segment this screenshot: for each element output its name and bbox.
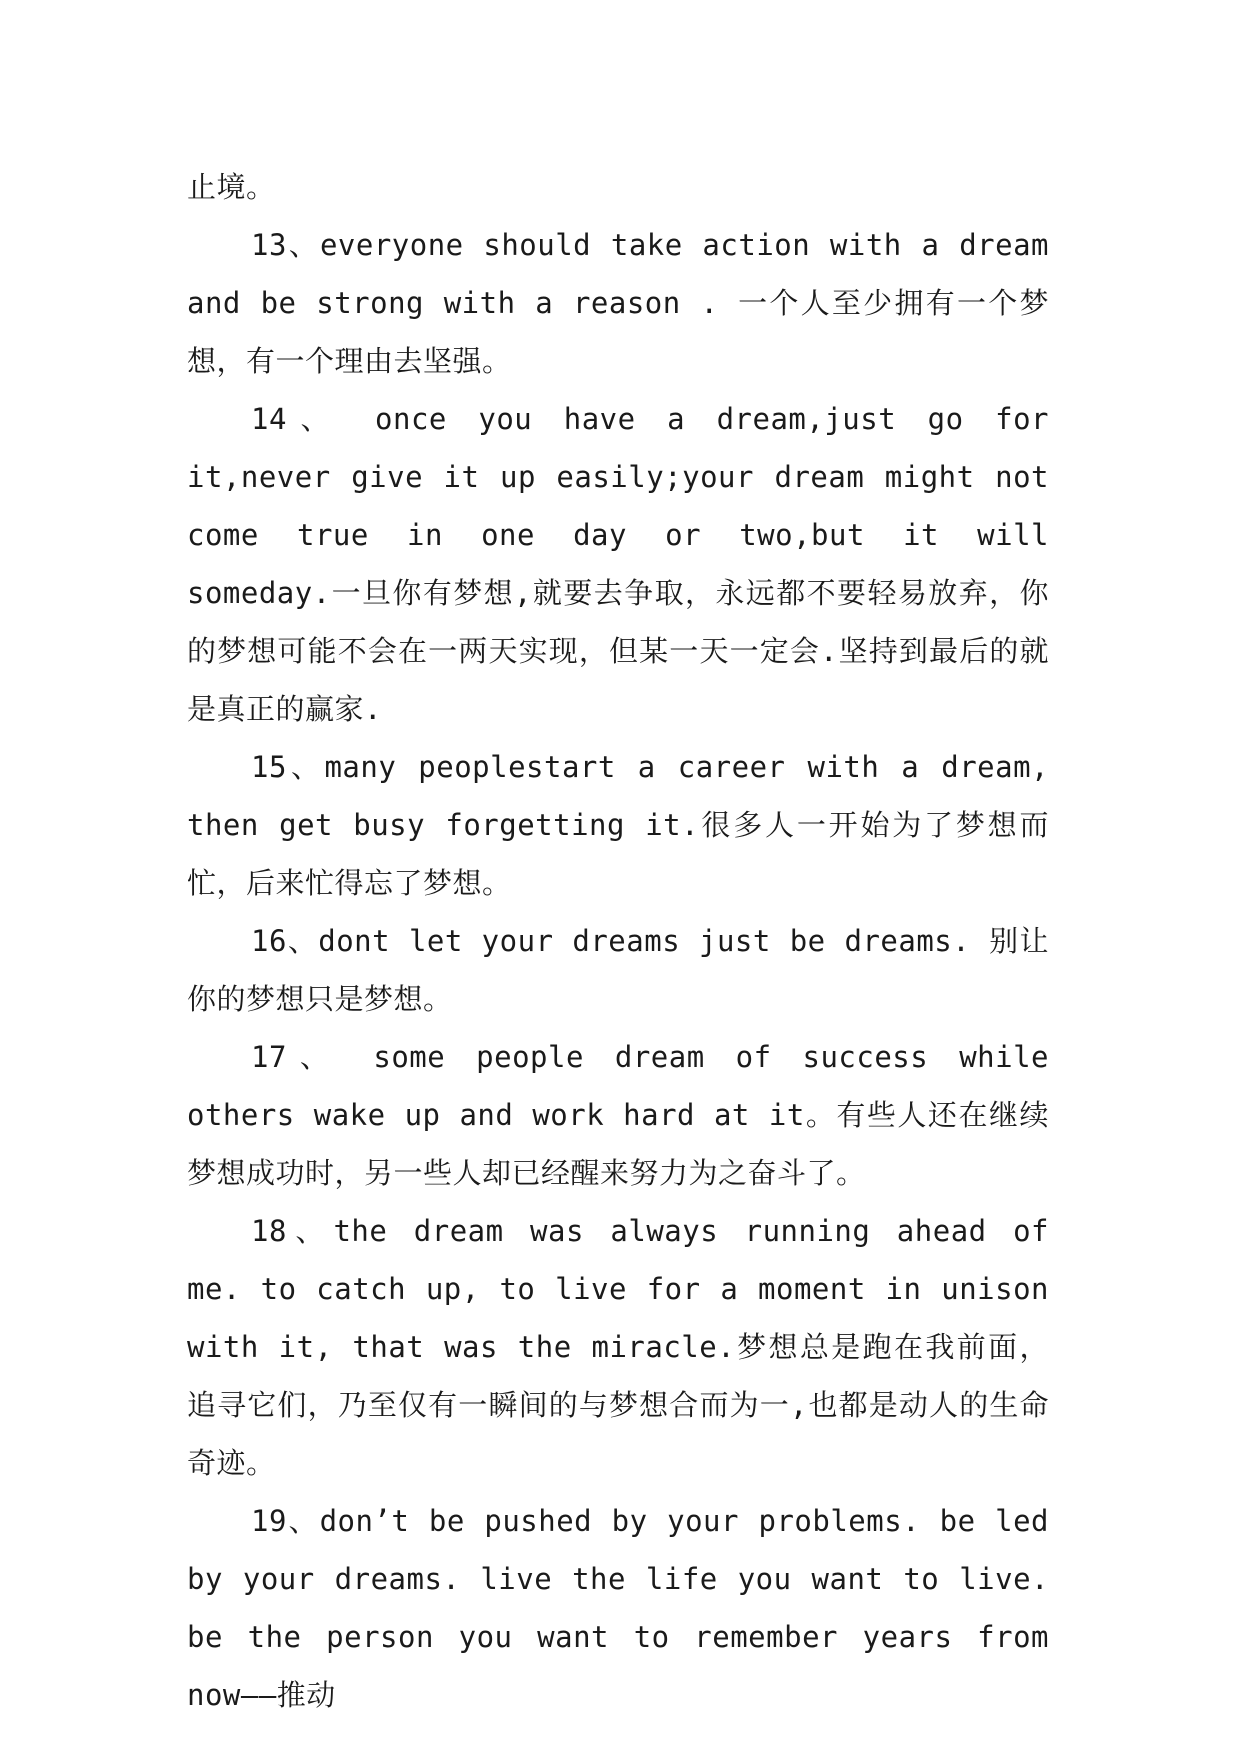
paragraph-15: 15、many peoplestart a career with a dream, then get busy forgetting it.很多人一开始为了梦想而忙，后来忙得忘了梦想。 <box>187 750 1049 900</box>
document-body <box>187 158 1049 1724</box>
paragraph-19: 19、don’t be pushed by your problems. be led by your dreams. live the life you want to live. be the person you want to remember years from now——推动 <box>187 1504 1049 1712</box>
paragraph-14: 14、 once you have a dream,just go for it,never give it up easily;your dream might not come true in one day or two,but it will someday.一旦你有梦想,就要去争取，永远都不要轻易放弃，你的梦想可能不会在一两天实现，但某一天一定会.坚持到最后的就是真正的赢家. <box>187 402 1049 726</box>
paragraph-17: 17、 some people dream of success while others wake up and work hard at it。有些人还在继续梦想成功时，另一些人却已经醒来努力为之奋斗了。 <box>187 1040 1049 1190</box>
paragraph-16: 16、dont let your dreams just be dreams. 别让你的梦想只是梦想。 <box>187 924 1049 1016</box>
paragraph-continuation: 止境。 <box>187 170 276 204</box>
paragraph-18: 18、the dream was always running ahead of me. to catch up, to live for a moment in unison with it, that was the miracle.梦想总是跑在我前面，追寻它们，乃至仅有一瞬间的与梦想合而为一,也都是动人的生命奇迹。 <box>187 1214 1049 1480</box>
paragraph-13: 13、everyone should take action with a dream and be strong with a reason . 一个人至少拥有一个梦想，有一个理由去坚强。 <box>187 228 1049 378</box>
